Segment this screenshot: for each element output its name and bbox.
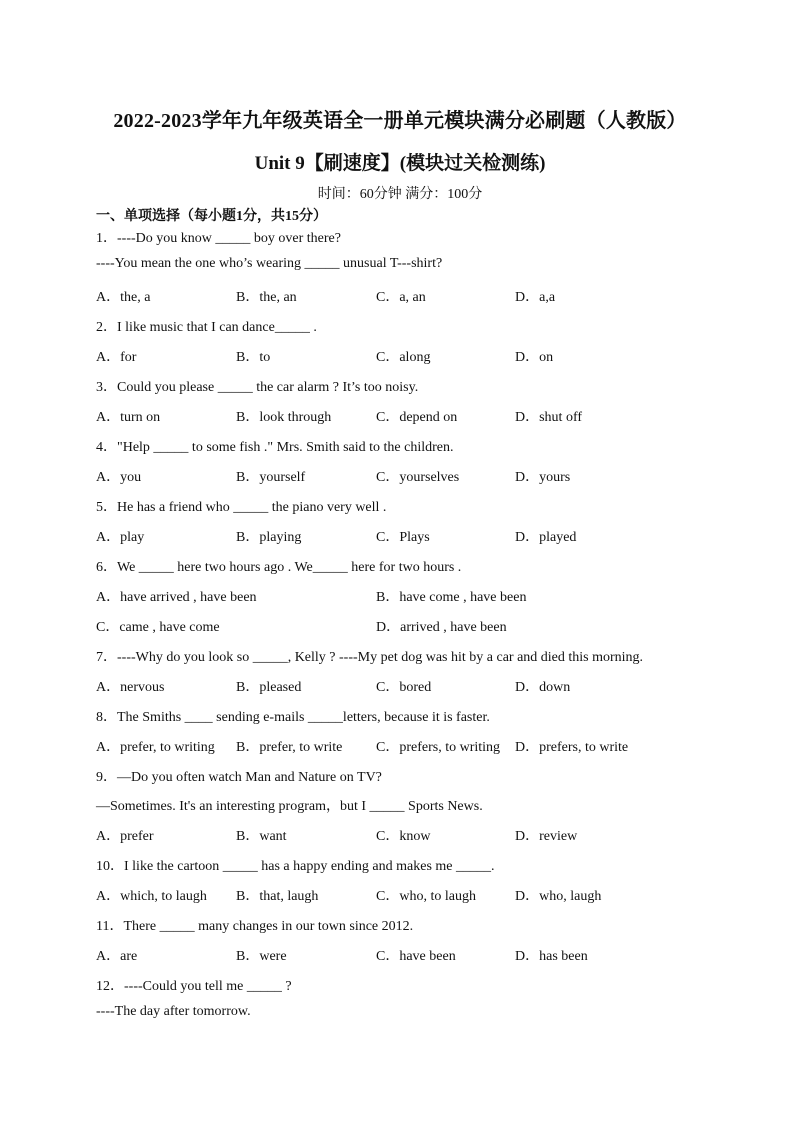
question-8-option-b: B．prefer, to write [236,740,343,755]
question-11-option-b: B．were [236,949,287,964]
question-10-option-c: C．who, to laugh [376,889,476,904]
question-10-option-a: A．which, to laugh [96,889,207,904]
question-8-option-a: A．prefer, to writing [96,740,215,755]
question-2-option-c: C．along [376,350,431,365]
question-1-stem-line-1: 1．----Do you know _____ boy over there? [96,231,341,246]
question-5-option-a: A．play [96,530,145,545]
question-3-option-b: B．look through [236,410,332,425]
question-7-option-c: C．bored [376,680,432,695]
question-7-option-a: A．nervous [96,680,165,695]
question-2-stem: 2．I like music that I can dance_____ . [96,320,317,335]
question-6-option-b: B．have come , have been [376,590,527,605]
question-7-option-b: B．pleased [236,680,302,695]
question-7-stem: 7．----Why do you look so _____, Kelly ? ----My pet dog was hit by a car and died this morning. [96,650,644,665]
question-11-option-a: A．are [96,949,138,964]
question-5-option-c: C．Plays [376,530,430,545]
question-9-stem-line-2: —Sometimes. It's an interesting program，but I _____ Sports News. [96,799,483,814]
question-5-option-b: B．playing [236,530,302,545]
question-1-stem-line-2: ----You mean the one who’s wearing _____ unusual T---shirt? [96,256,443,271]
question-9-option-d: D．review [515,829,578,844]
question-8-stem: 8．The Smiths ____ sending e-mails _____letters, because it is faster. [96,710,490,725]
question-5-option-d: D．played [515,530,577,545]
question-6-stem: 6．We _____ here two hours ago . We_____ here for two hours . [96,560,462,575]
question-9-option-c: C．know [376,829,431,844]
question-6-option-a: A．have arrived , have been [96,590,257,605]
question-3-option-c: C．depend on [376,410,458,425]
question-6-option-d: D．arrived , have been [376,620,507,635]
question-5-stem: 5．He has a friend who _____ the piano very well . [96,500,387,515]
section-heading: 一、单项选择（每小题1分，共15分） [96,209,327,224]
question-8-option-c: C．prefers, to writing [376,740,501,755]
question-7-option-d: D．down [515,680,571,695]
exam-time-and-score: 时间：60分钟 满分：100分 [317,187,483,202]
question-9-option-b: B．want [236,829,287,844]
question-11-stem: 11．There _____ many changes in our town since 2012. [96,919,414,934]
question-11-option-d: D．has been [515,949,588,964]
document-title: 2022-2023学年九年级英语全一册单元模块满分必刷题（人教版） [113,110,687,132]
document-subtitle: Unit 9【刷速度】(模块过关检测练) [254,153,546,174]
question-1-option-d: D．a,a [515,290,556,305]
question-10-stem: 10．I like the cartoon _____ has a happy ending and makes me _____. [96,859,495,874]
question-2-option-d: D．on [515,350,554,365]
question-4-option-d: D．yours [515,470,571,485]
question-11-option-c: C．have been [376,949,456,964]
question-1-option-a: A．the, a [96,290,151,305]
question-2-option-a: A．for [96,350,137,365]
question-8-option-d: D．prefers, to write [515,740,629,755]
question-9-option-a: A．prefer [96,829,154,844]
question-1-option-b: B．the, an [236,290,297,305]
question-12-stem-line-2: ----The day after tomorrow. [96,1004,251,1019]
question-6-option-c: C．came , have come [96,620,220,635]
question-1-option-c: C．a, an [376,290,426,305]
question-12-stem-line-1: 12．----Could you tell me _____ ? [96,979,292,994]
question-2-option-b: B．to [236,350,271,365]
question-10-option-b: B．that, laugh [236,889,319,904]
question-4-option-a: A．you [96,470,142,485]
question-3-stem: 3．Could you please _____ the car alarm ? It’s too noisy. [96,380,419,395]
question-3-option-d: D．shut off [515,410,583,425]
question-10-option-d: D．who, laugh [515,889,602,904]
question-3-option-a: A．turn on [96,410,161,425]
question-4-option-c: C．yourselves [376,470,460,485]
question-4-option-b: B．yourself [236,470,306,485]
question-4-stem: 4．"Help _____ to some fish ." Mrs. Smith said to the children. [96,440,454,455]
question-9-stem-line-1: 9．—Do you often watch Man and Nature on TV? [96,770,382,785]
